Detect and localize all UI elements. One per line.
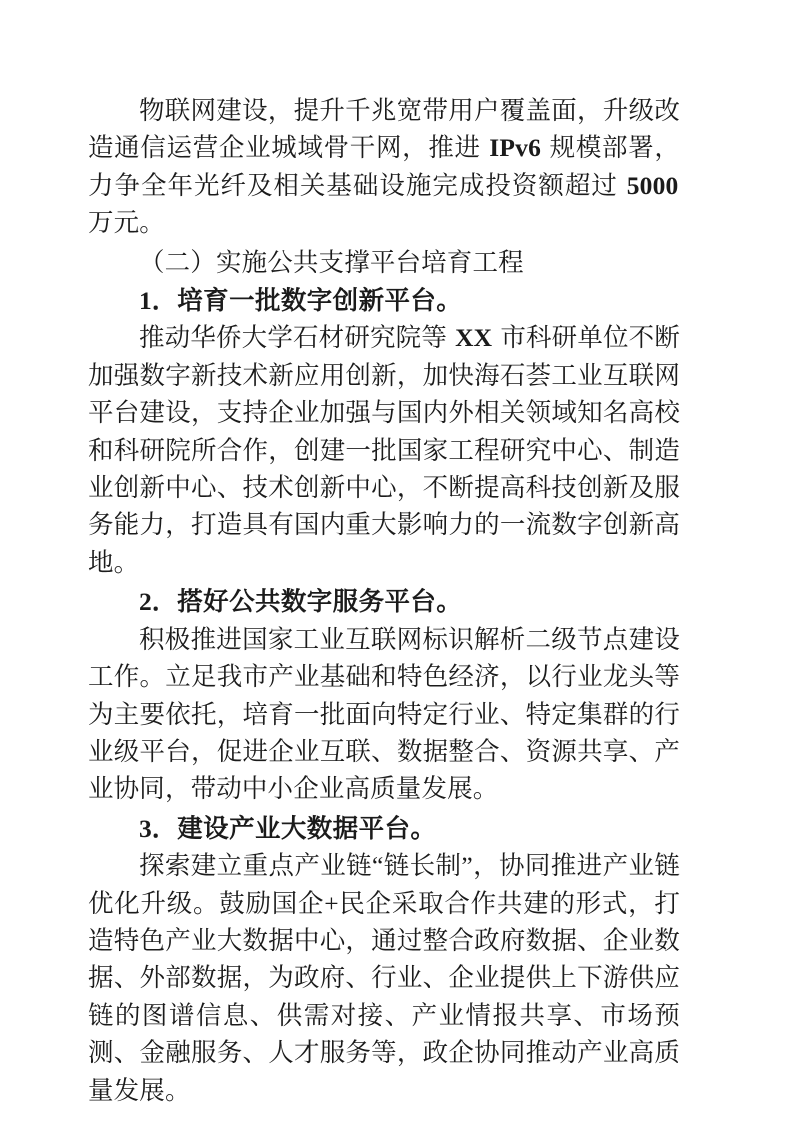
text-column [88, 92, 680, 1109]
paragraph-item-3: 探索建立重点产业链“链长制”，协同推进产业链优化升级。鼓励国企+民企采取合作共建的形式，打造特色产业大数据中心，通过整合政府数据、企业数据、外部数据，为政府、行业、企业提供上下游供应链的图谱信息、供需对接、产业情报共享、市场预测、金融服务、人才服务等，政企协同推动产业高质量发展。 [88, 851, 680, 1105]
spacer [88, 242, 680, 243]
latin-run: 5000 [626, 170, 679, 200]
heading-item-3-number: 3． [139, 813, 178, 843]
heading-item-2 [88, 583, 680, 620]
paragraph-intro: 物联网建设，提升千兆宽带用户覆盖面，升级改造通信运营企业城域骨干网，推进 IPv6 规模部署，力争全年光纤及相关基础设施完成投资额超过 5000 万元。 [88, 96, 681, 238]
heading-item-3 [88, 810, 680, 847]
latin-run: IPv6 [489, 133, 542, 163]
heading-item-2-label: 搭好公共数字服务平台。 [177, 587, 463, 617]
heading-item-2-number: 2． [139, 587, 178, 617]
heading-item-1-number: 1． [139, 286, 178, 316]
paragraph-item-2: 积极推进国家工业互联网标识解析二级节点建设工作。立足我市产业基础和特色经济，以行业龙头等为主要依托，培育一批面向特定行业、特定集群的行业级平台，促进企业互联、数据整合、资源共享、产业协同，带动中小企业高质量发展。 [88, 624, 680, 804]
latin-run: XX [455, 323, 493, 353]
heading-item-1-label: 培育一批数字创新平台。 [177, 286, 463, 316]
heading-item-3-label: 建设产业大数据平台。 [177, 813, 437, 843]
paragraph-item-1: 推动华侨大学石材研究院等 XX 市科研单位不断加强数字新技术新应用创新，加快海石荟工业互联网平台建设，支持企业加强与国内外相关领域知名高校和科研院所合作，创建一批国家工程研究中心、制造业创新中心、技术创新中心，不断提高科技创新及服务能力，打造具有国内重大影响力的一流数字创新高地。 [88, 323, 680, 577]
heading-item-1 [88, 282, 680, 319]
heading-section-two: （二）实施公共支撑平台培育工程 [139, 247, 524, 277]
